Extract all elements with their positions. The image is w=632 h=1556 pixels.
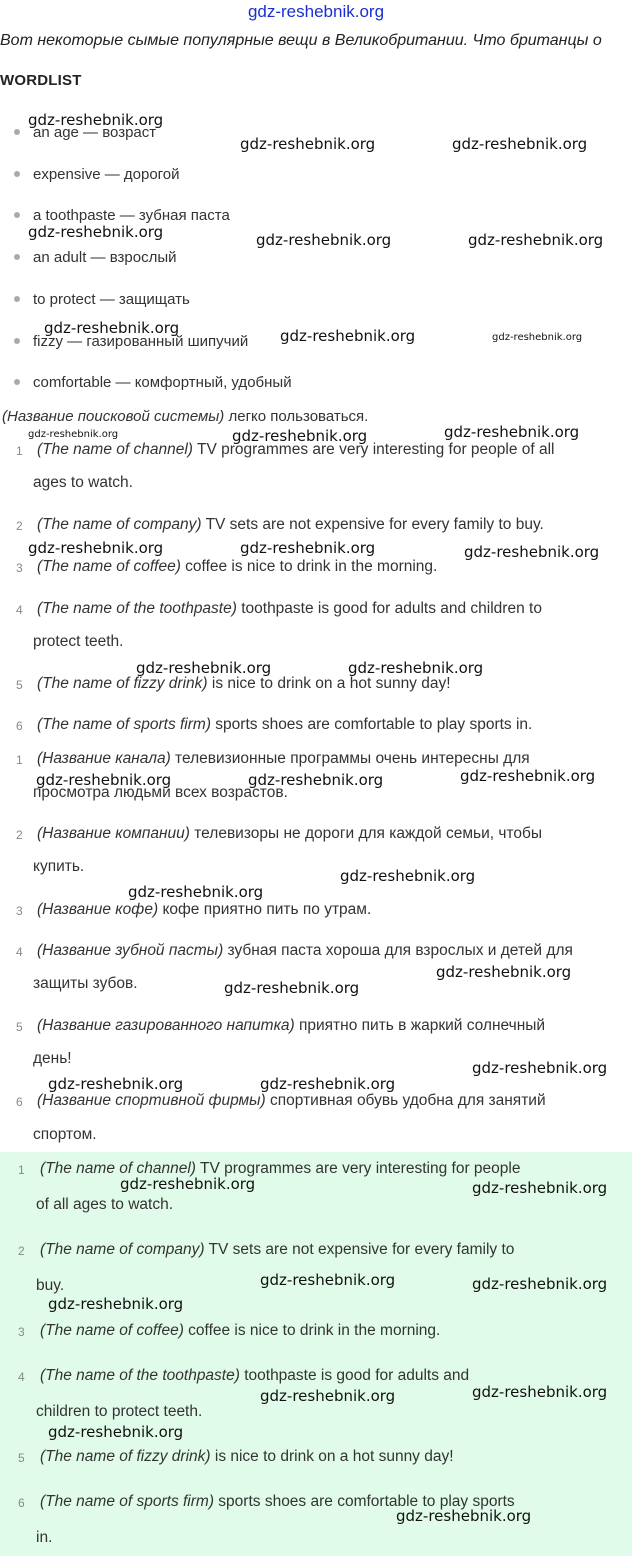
- answer-sentence-1-cont: of all ages to watch.: [36, 1196, 173, 1213]
- russian-sentence-2-cont: купить.: [33, 858, 85, 875]
- watermark: gdz-reshebnik.org: [396, 1507, 532, 1525]
- watermark: gdz-reshebnik.org: [28, 539, 164, 557]
- watermark: gdz-reshebnik.org: [248, 771, 384, 789]
- russian-sentence-6: (Название спортивной фирмы) спортивная обувь удобна для занятий: [37, 1092, 546, 1109]
- item-number: 1: [18, 1163, 25, 1177]
- english-sentence-6: (The name of sports firm) sports shoes are comfortable to play sports in.: [37, 716, 533, 733]
- item-number: 6: [16, 1095, 23, 1109]
- russian-sentence-4-cont: защиты зубов.: [33, 975, 138, 992]
- watermark: gdz-reshebnik.org: [128, 883, 264, 901]
- watermark: gdz-reshebnik.org: [28, 111, 164, 129]
- watermark: gdz-reshebnik.org: [240, 539, 376, 557]
- item-number: 4: [16, 603, 23, 617]
- answer-sentence-2: (The name of company) TV sets are not expensive for every family to: [40, 1241, 515, 1258]
- watermark: gdz-reshebnik.org: [48, 1423, 184, 1441]
- watermark: gdz-reshebnik.org: [348, 659, 484, 677]
- watermark: gdz-reshebnik.org: [472, 1059, 608, 1077]
- item-number: 1: [16, 444, 23, 458]
- item-number: 6: [16, 719, 23, 733]
- english-sentence-4: (The name of the toothpaste) toothpaste is good for adults and children to: [37, 600, 542, 617]
- watermark: gdz-reshebnik.org: [232, 427, 368, 445]
- watermark: gdz-reshebnik.org: [340, 867, 476, 885]
- wordlist-heading: WORDLIST: [0, 72, 82, 89]
- wordlist-item: a toothpaste — зубная паста: [14, 207, 230, 224]
- wordlist-item: an adult — взрослый: [14, 249, 177, 266]
- watermark: gdz-reshebnik.org: [224, 979, 360, 997]
- russian-sentence-5-cont: день!: [33, 1050, 72, 1067]
- watermark: gdz-reshebnik.org: [468, 231, 604, 249]
- english-sentence-4-cont: protect teeth.: [33, 633, 124, 650]
- item-number: 4: [18, 1370, 25, 1384]
- watermark: gdz-reshebnik.org: [260, 1387, 396, 1405]
- watermark: gdz-reshebnik.org: [44, 319, 180, 337]
- item-number: 5: [16, 1020, 23, 1034]
- answer-sentence-3: (The name of coffee) coffee is nice to drink in the morning.: [40, 1322, 441, 1339]
- wordlist-item: expensive — дорогой: [14, 166, 180, 183]
- watermark: gdz-reshebnik.org: [48, 1295, 184, 1313]
- watermark: gdz-reshebnik.org: [452, 135, 588, 153]
- bullet-icon: [14, 296, 20, 302]
- search-engine-note: (Название поисковой системы) легко пользоваться.: [2, 408, 369, 425]
- russian-sentence-6-cont: спортом.: [33, 1126, 97, 1143]
- english-sentence-5: (The name of fizzy drink) is nice to drink on a hot sunny day!: [37, 675, 451, 692]
- bullet-icon: [14, 338, 20, 344]
- watermark: gdz-reshebnik.org: [260, 1075, 396, 1093]
- bullet-icon: [14, 212, 20, 218]
- item-number: 5: [16, 678, 23, 692]
- english-sentence-1-cont: ages to watch.: [33, 474, 133, 491]
- watermark: gdz-reshebnik.org: [492, 332, 583, 343]
- item-number: 1: [16, 753, 23, 767]
- watermark: gdz-reshebnik.org: [136, 659, 272, 677]
- russian-sentence-2: (Название компании) телевизоры не дороги для каждой семьи, чтобы: [37, 825, 543, 842]
- item-number: 3: [18, 1325, 25, 1339]
- item-number: 3: [16, 561, 23, 575]
- intro-text: Вот некоторые сымые популярные вещи в Великобритании. Что британцы о: [0, 32, 602, 49]
- wordlist-item: to protect — защищать: [14, 291, 190, 308]
- english-sentence-2: (The name of company) TV sets are not expensive for every family to buy.: [37, 516, 544, 533]
- answer-sentence-1: (The name of channel) TV programmes are very interesting for people: [40, 1160, 521, 1177]
- answer-sentence-4-cont: children to protect teeth.: [36, 1403, 203, 1420]
- item-number: 2: [16, 519, 23, 533]
- answer-sentence-6: (The name of sports firm) sports shoes are comfortable to play sports: [40, 1493, 515, 1510]
- item-number: 5: [18, 1451, 25, 1465]
- watermark: gdz-reshebnik.org: [472, 1275, 608, 1293]
- watermark: gdz-reshebnik.org: [36, 771, 172, 789]
- item-number: 4: [16, 945, 23, 959]
- wordlist-item: an age — возраст: [14, 124, 156, 141]
- item-number: 3: [16, 904, 23, 918]
- bullet-icon: [14, 129, 20, 135]
- bullet-icon: [14, 379, 20, 385]
- answer-sentence-6-cont: in.: [36, 1529, 53, 1546]
- item-number: 2: [16, 828, 23, 842]
- russian-sentence-3: (Название кофе) кофе приятно пить по утрам.: [37, 901, 372, 918]
- watermark: gdz-reshebnik.org: [28, 223, 164, 241]
- answer-sentence-2-cont: buy.: [36, 1277, 65, 1294]
- watermark: gdz-reshebnik.org: [464, 543, 600, 561]
- english-sentence-3: (The name of coffee) coffee is nice to drink in the morning.: [37, 558, 438, 575]
- watermark: gdz-reshebnik.org: [28, 429, 119, 440]
- answer-sentence-4: (The name of the toothpaste) toothpaste is good for adults and: [40, 1367, 470, 1384]
- watermark: gdz-reshebnik.org: [256, 231, 392, 249]
- watermark: gdz-reshebnik.org: [240, 135, 376, 153]
- bullet-icon: [14, 171, 20, 177]
- item-number: 2: [18, 1244, 25, 1258]
- russian-sentence-5: (Название газированного напитка) приятно пить в жаркий солнечный: [37, 1017, 546, 1034]
- watermark: gdz-reshebnik.org: [120, 1175, 256, 1193]
- watermark: gdz-reshebnik.org: [260, 1271, 396, 1289]
- watermark: gdz-reshebnik.org: [472, 1383, 608, 1401]
- russian-sentence-1-cont: просмотра людьми всех возрастов.: [33, 784, 288, 801]
- watermark: gdz-reshebnik.org: [48, 1075, 184, 1093]
- item-number: 6: [18, 1496, 25, 1510]
- watermark: gdz-reshebnik.org: [460, 767, 596, 785]
- watermark: gdz-reshebnik.org: [444, 423, 580, 441]
- wordlist-item: fizzy — газированный шипучий: [14, 333, 248, 350]
- bullet-icon: [14, 254, 20, 260]
- watermark: gdz-reshebnik.org: [472, 1179, 608, 1197]
- russian-sentence-1: (Название канала) телевизионные программы очень интересны для: [37, 750, 530, 767]
- wordlist-item: comfortable — комфортный, удобный: [14, 374, 292, 391]
- russian-sentence-4: (Название зубной пасты) зубная паста хороша для взрослых и детей для: [37, 942, 573, 959]
- watermark: gdz-reshebnik.org: [436, 963, 572, 981]
- watermark: gdz-reshebnik.org: [280, 327, 416, 345]
- english-sentence-1: (The name of channel) TV programmes are very interesting for people of all: [37, 441, 555, 458]
- answer-sentence-5: (The name of fizzy drink) is nice to drink on a hot sunny day!: [40, 1448, 454, 1465]
- site-header-link[interactable]: gdz-reshebnik.org: [247, 2, 385, 21]
